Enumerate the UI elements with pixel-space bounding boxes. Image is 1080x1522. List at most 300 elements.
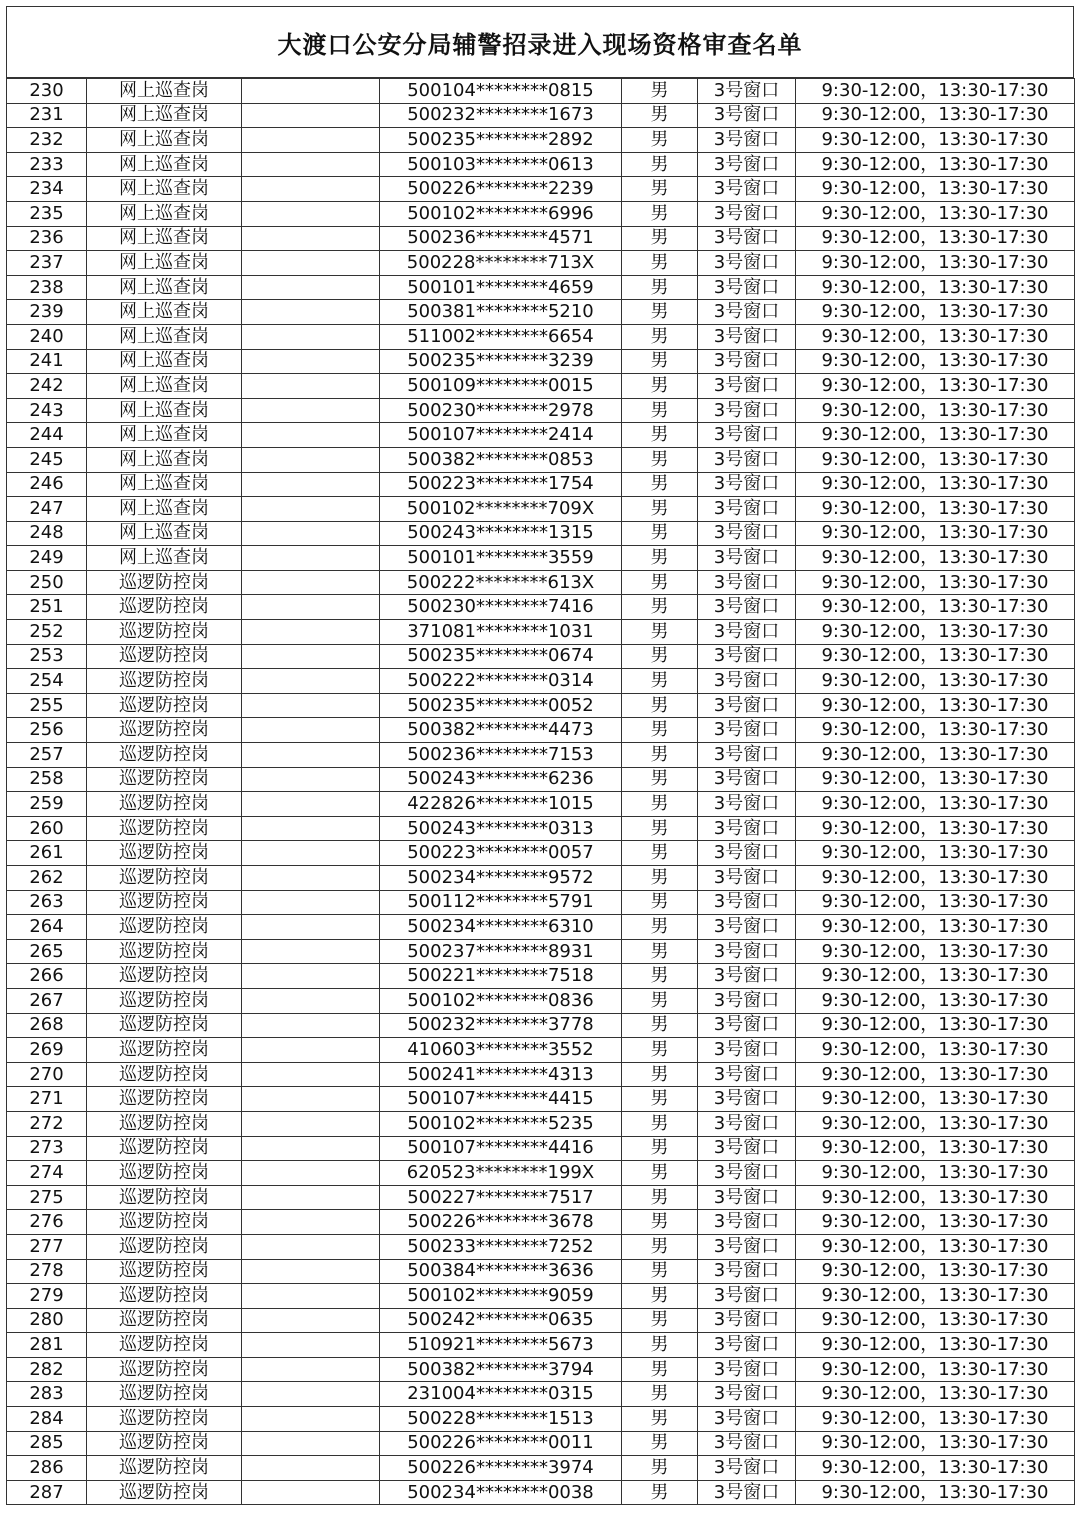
id-number-cell: 500222********613X [380,570,622,595]
serial-cell: 235 [7,201,87,226]
window-cell: 3号窗口 [698,226,796,251]
table-row [7,472,1075,497]
time-cell: 9:30-12:00，13:30-17:30 [796,1013,1075,1038]
id-number-cell: 500226********2239 [380,177,622,202]
table-row [7,1480,1075,1505]
time-cell: 9:30-12:00，13:30-17:30 [796,1210,1075,1235]
blank-cell [242,939,380,964]
time-cell: 9:30-12:00，13:30-17:30 [796,1308,1075,1333]
id-number-cell: 510921********5673 [380,1333,622,1358]
gender-cell: 男 [622,521,698,546]
window-cell: 3号窗口 [698,718,796,743]
table-row [7,1234,1075,1259]
title-cell [6,6,1074,78]
blank-cell [242,79,380,104]
blank-cell [242,300,380,325]
id-number-cell: 500109********0015 [380,374,622,399]
gender-cell: 男 [622,423,698,448]
gender-cell: 男 [622,693,698,718]
page-title: 大渡口公安分局辅警招录进入现场资格审查名单 [277,30,803,59]
gender-cell: 男 [622,743,698,768]
time-cell: 9:30-12:00，13:30-17:30 [796,1284,1075,1309]
gender-cell: 男 [622,374,698,399]
blank-cell [242,497,380,522]
id-number-cell: 500226********0011 [380,1431,622,1456]
time-cell: 9:30-12:00，13:30-17:30 [796,497,1075,522]
id-number-cell: 500228********713X [380,251,622,276]
time-cell: 9:30-12:00，13:30-17:30 [796,644,1075,669]
serial-cell: 275 [7,1185,87,1210]
post-cell: 巡逻防控岗 [87,1185,242,1210]
serial-cell: 242 [7,374,87,399]
post-cell: 巡逻防控岗 [87,1013,242,1038]
table-row [7,1038,1075,1063]
table-row [7,201,1075,226]
window-cell: 3号窗口 [698,939,796,964]
serial-cell: 251 [7,595,87,620]
post-cell: 巡逻防控岗 [87,792,242,817]
serial-cell: 232 [7,128,87,153]
id-number-cell: 500233********7252 [380,1234,622,1259]
serial-cell: 281 [7,1333,87,1358]
blank-cell [242,275,380,300]
time-cell: 9:30-12:00，13:30-17:30 [796,816,1075,841]
serial-cell: 237 [7,251,87,276]
post-cell: 巡逻防控岗 [87,1357,242,1382]
gender-cell: 男 [622,1480,698,1505]
window-cell: 3号窗口 [698,866,796,891]
table-row [7,1210,1075,1235]
id-number-cell: 500228********1513 [380,1407,622,1432]
serial-cell: 283 [7,1382,87,1407]
post-cell: 网上巡查岗 [87,226,242,251]
blank-cell [242,890,380,915]
table-row [7,1013,1075,1038]
time-cell: 9:30-12:00，13:30-17:30 [796,103,1075,128]
id-number-cell: 500107********2414 [380,423,622,448]
gender-cell: 男 [622,251,698,276]
id-number-cell: 500232********3778 [380,1013,622,1038]
post-cell: 网上巡查岗 [87,324,242,349]
blank-cell [242,472,380,497]
blank-cell [242,251,380,276]
gender-cell: 男 [622,472,698,497]
window-cell: 3号窗口 [698,792,796,817]
window-cell: 3号窗口 [698,1111,796,1136]
table-row [7,79,1075,104]
post-cell: 巡逻防控岗 [87,718,242,743]
gender-cell: 男 [622,1185,698,1210]
table-row [7,546,1075,571]
blank-cell [242,915,380,940]
time-cell: 9:30-12:00，13:30-17:30 [796,521,1075,546]
blank-cell [242,1333,380,1358]
blank-cell [242,226,380,251]
id-number-cell: 500102********9059 [380,1284,622,1309]
post-cell: 网上巡查岗 [87,152,242,177]
gender-cell: 男 [622,177,698,202]
serial-cell: 280 [7,1308,87,1333]
window-cell: 3号窗口 [698,521,796,546]
post-cell: 巡逻防控岗 [87,1111,242,1136]
window-cell: 3号窗口 [698,1456,796,1481]
blank-cell [242,570,380,595]
id-number-cell: 500230********7416 [380,595,622,620]
candidate-table [6,78,1075,1505]
time-cell: 9:30-12:00，13:30-17:30 [796,1185,1075,1210]
id-number-cell: 500236********4571 [380,226,622,251]
post-cell: 巡逻防控岗 [87,1308,242,1333]
post-cell: 巡逻防控岗 [87,964,242,989]
blank-cell [242,1087,380,1112]
time-cell: 9:30-12:00，13:30-17:30 [796,324,1075,349]
blank-cell [242,1013,380,1038]
id-number-cell: 500223********0057 [380,841,622,866]
serial-cell: 252 [7,620,87,645]
window-cell: 3号窗口 [698,177,796,202]
table-row [7,349,1075,374]
table-row [7,570,1075,595]
gender-cell: 男 [622,939,698,964]
id-number-cell: 500102********5235 [380,1111,622,1136]
window-cell: 3号窗口 [698,103,796,128]
blank-cell [242,1431,380,1456]
blank-cell [242,620,380,645]
time-cell: 9:30-12:00，13:30-17:30 [796,718,1075,743]
gender-cell: 男 [622,1407,698,1432]
serial-cell: 261 [7,841,87,866]
time-cell: 9:30-12:00，13:30-17:30 [796,128,1075,153]
id-number-cell: 500226********3974 [380,1456,622,1481]
window-cell: 3号窗口 [698,964,796,989]
blank-cell [242,595,380,620]
post-cell: 巡逻防控岗 [87,1234,242,1259]
serial-cell: 279 [7,1284,87,1309]
post-cell: 巡逻防控岗 [87,1456,242,1481]
blank-cell [242,1357,380,1382]
gender-cell: 男 [622,201,698,226]
post-cell: 巡逻防控岗 [87,890,242,915]
time-cell: 9:30-12:00，13:30-17:30 [796,1382,1075,1407]
table-row [7,939,1075,964]
post-cell: 巡逻防控岗 [87,1136,242,1161]
window-cell: 3号窗口 [698,497,796,522]
time-cell: 9:30-12:00，13:30-17:30 [796,472,1075,497]
serial-cell: 246 [7,472,87,497]
serial-cell: 273 [7,1136,87,1161]
serial-cell: 243 [7,398,87,423]
table-row [7,423,1075,448]
time-cell: 9:30-12:00，13:30-17:30 [796,226,1075,251]
time-cell: 9:30-12:00，13:30-17:30 [796,374,1075,399]
table-row [7,816,1075,841]
serial-cell: 238 [7,275,87,300]
document-sheet [6,6,1074,1506]
gender-cell: 男 [622,595,698,620]
post-cell: 网上巡查岗 [87,423,242,448]
post-cell: 巡逻防控岗 [87,841,242,866]
id-number-cell: 500102********6996 [380,201,622,226]
id-number-cell: 500222********0314 [380,669,622,694]
blank-cell [242,1308,380,1333]
window-cell: 3号窗口 [698,1284,796,1309]
post-cell: 网上巡查岗 [87,447,242,472]
window-cell: 3号窗口 [698,816,796,841]
post-cell: 巡逻防控岗 [87,1038,242,1063]
gender-cell: 男 [622,792,698,817]
gender-cell: 男 [622,546,698,571]
window-cell: 3号窗口 [698,988,796,1013]
blank-cell [242,1062,380,1087]
id-number-cell: 500234********0038 [380,1480,622,1505]
post-cell: 巡逻防控岗 [87,669,242,694]
blank-cell [242,1111,380,1136]
table-row [7,1357,1075,1382]
gender-cell: 男 [622,79,698,104]
serial-cell: 240 [7,324,87,349]
window-cell: 3号窗口 [698,1480,796,1505]
post-cell: 网上巡查岗 [87,251,242,276]
blank-cell [242,743,380,768]
window-cell: 3号窗口 [698,152,796,177]
table-row [7,374,1075,399]
table-row [7,1087,1075,1112]
table-row [7,1431,1075,1456]
window-cell: 3号窗口 [698,1013,796,1038]
blank-cell [242,1038,380,1063]
table-row [7,964,1075,989]
table-row [7,1111,1075,1136]
table-row [7,1284,1075,1309]
serial-cell: 253 [7,644,87,669]
table-row [7,1185,1075,1210]
gender-cell: 男 [622,300,698,325]
window-cell: 3号窗口 [698,546,796,571]
serial-cell: 267 [7,988,87,1013]
blank-cell [242,1161,380,1186]
serial-cell: 254 [7,669,87,694]
table-row [7,620,1075,645]
table-row [7,988,1075,1013]
gender-cell: 男 [622,644,698,669]
window-cell: 3号窗口 [698,1357,796,1382]
id-number-cell: 371081********1031 [380,620,622,645]
time-cell: 9:30-12:00，13:30-17:30 [796,79,1075,104]
serial-cell: 276 [7,1210,87,1235]
post-cell: 巡逻防控岗 [87,595,242,620]
serial-cell: 249 [7,546,87,571]
blank-cell [242,103,380,128]
gender-cell: 男 [622,128,698,153]
post-cell: 巡逻防控岗 [87,767,242,792]
blank-cell [242,1185,380,1210]
table-row [7,1333,1075,1358]
serial-cell: 250 [7,570,87,595]
serial-cell: 248 [7,521,87,546]
serial-cell: 247 [7,497,87,522]
window-cell: 3号窗口 [698,423,796,448]
window-cell: 3号窗口 [698,201,796,226]
gender-cell: 男 [622,1062,698,1087]
post-cell: 巡逻防控岗 [87,570,242,595]
time-cell: 9:30-12:00，13:30-17:30 [796,275,1075,300]
blank-cell [242,324,380,349]
id-number-cell: 500230********2978 [380,398,622,423]
serial-cell: 260 [7,816,87,841]
post-cell: 网上巡查岗 [87,521,242,546]
time-cell: 9:30-12:00，13:30-17:30 [796,1357,1075,1382]
window-cell: 3号窗口 [698,644,796,669]
post-cell: 网上巡查岗 [87,546,242,571]
serial-cell: 257 [7,743,87,768]
gender-cell: 男 [622,570,698,595]
id-number-cell: 500241********4313 [380,1062,622,1087]
post-cell: 巡逻防控岗 [87,1333,242,1358]
time-cell: 9:30-12:00，13:30-17:30 [796,300,1075,325]
id-number-cell: 500235********0052 [380,693,622,718]
id-number-cell: 500384********3636 [380,1259,622,1284]
gender-cell: 男 [622,349,698,374]
id-number-cell: 500236********7153 [380,743,622,768]
table-row [7,447,1075,472]
serial-cell: 256 [7,718,87,743]
gender-cell: 男 [622,890,698,915]
time-cell: 9:30-12:00，13:30-17:30 [796,866,1075,891]
window-cell: 3号窗口 [698,620,796,645]
table-row [7,1161,1075,1186]
post-cell: 巡逻防控岗 [87,644,242,669]
serial-cell: 271 [7,1087,87,1112]
serial-cell: 265 [7,939,87,964]
window-cell: 3号窗口 [698,128,796,153]
window-cell: 3号窗口 [698,1062,796,1087]
window-cell: 3号窗口 [698,300,796,325]
gender-cell: 男 [622,1136,698,1161]
gender-cell: 男 [622,1038,698,1063]
id-number-cell: 500223********1754 [380,472,622,497]
time-cell: 9:30-12:00，13:30-17:30 [796,1136,1075,1161]
id-number-cell: 500107********4415 [380,1087,622,1112]
time-cell: 9:30-12:00，13:30-17:30 [796,1161,1075,1186]
id-number-cell: 500232********1673 [380,103,622,128]
id-number-cell: 500235********0674 [380,644,622,669]
table-body [7,79,1075,1505]
serial-cell: 233 [7,152,87,177]
window-cell: 3号窗口 [698,841,796,866]
serial-cell: 282 [7,1357,87,1382]
table-row [7,275,1075,300]
id-number-cell: 500235********3239 [380,349,622,374]
post-cell: 巡逻防控岗 [87,1382,242,1407]
serial-cell: 287 [7,1480,87,1505]
serial-cell: 266 [7,964,87,989]
time-cell: 9:30-12:00，13:30-17:30 [796,423,1075,448]
time-cell: 9:30-12:00，13:30-17:30 [796,964,1075,989]
window-cell: 3号窗口 [698,251,796,276]
serial-cell: 245 [7,447,87,472]
gender-cell: 男 [622,1161,698,1186]
window-cell: 3号窗口 [698,349,796,374]
gender-cell: 男 [622,275,698,300]
serial-cell: 264 [7,915,87,940]
serial-cell: 278 [7,1259,87,1284]
table-row [7,915,1075,940]
serial-cell: 286 [7,1456,87,1481]
gender-cell: 男 [622,816,698,841]
window-cell: 3号窗口 [698,275,796,300]
window-cell: 3号窗口 [698,1431,796,1456]
table-row [7,841,1075,866]
table-row [7,792,1075,817]
table-row [7,595,1075,620]
time-cell: 9:30-12:00，13:30-17:30 [796,152,1075,177]
time-cell: 9:30-12:00，13:30-17:30 [796,767,1075,792]
blank-cell [242,349,380,374]
gender-cell: 男 [622,1431,698,1456]
id-number-cell: 620523********199X [380,1161,622,1186]
gender-cell: 男 [622,447,698,472]
blank-cell [242,1210,380,1235]
gender-cell: 男 [622,1210,698,1235]
time-cell: 9:30-12:00，13:30-17:30 [796,1087,1075,1112]
post-cell: 巡逻防控岗 [87,620,242,645]
table-row [7,521,1075,546]
time-cell: 9:30-12:00，13:30-17:30 [796,693,1075,718]
time-cell: 9:30-12:00，13:30-17:30 [796,251,1075,276]
table-row [7,1456,1075,1481]
time-cell: 9:30-12:00，13:30-17:30 [796,620,1075,645]
serial-cell: 285 [7,1431,87,1456]
post-cell: 巡逻防控岗 [87,939,242,964]
serial-cell: 270 [7,1062,87,1087]
table-row [7,1259,1075,1284]
gender-cell: 男 [622,718,698,743]
window-cell: 3号窗口 [698,1382,796,1407]
time-cell: 9:30-12:00，13:30-17:30 [796,177,1075,202]
id-number-cell: 500382********0853 [380,447,622,472]
window-cell: 3号窗口 [698,1136,796,1161]
post-cell: 网上巡查岗 [87,128,242,153]
id-number-cell: 500101********4659 [380,275,622,300]
gender-cell: 男 [622,964,698,989]
id-number-cell: 500237********8931 [380,939,622,964]
post-cell: 网上巡查岗 [87,103,242,128]
time-cell: 9:30-12:00，13:30-17:30 [796,1259,1075,1284]
blank-cell [242,816,380,841]
serial-cell: 284 [7,1407,87,1432]
gender-cell: 男 [622,767,698,792]
id-number-cell: 500226********3678 [380,1210,622,1235]
id-number-cell: 500243********1315 [380,521,622,546]
gender-cell: 男 [622,103,698,128]
window-cell: 3号窗口 [698,374,796,399]
post-cell: 网上巡查岗 [87,472,242,497]
table-row [7,718,1075,743]
blank-cell [242,423,380,448]
gender-cell: 男 [622,1284,698,1309]
window-cell: 3号窗口 [698,669,796,694]
post-cell: 巡逻防控岗 [87,1161,242,1186]
time-cell: 9:30-12:00，13:30-17:30 [796,988,1075,1013]
time-cell: 9:30-12:00，13:30-17:30 [796,1407,1075,1432]
blank-cell [242,1259,380,1284]
table-row [7,1136,1075,1161]
time-cell: 9:30-12:00，13:30-17:30 [796,792,1075,817]
id-number-cell: 500104********0815 [380,79,622,104]
blank-cell [242,128,380,153]
post-cell: 巡逻防控岗 [87,1431,242,1456]
blank-cell [242,669,380,694]
